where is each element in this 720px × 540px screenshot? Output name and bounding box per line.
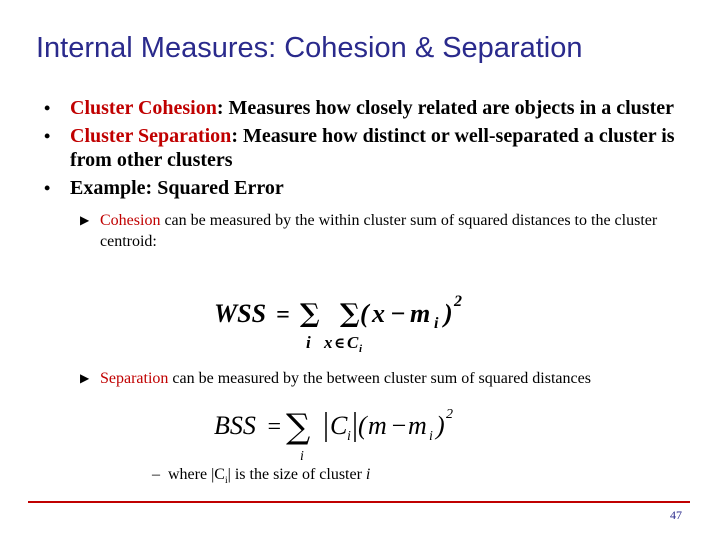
- bss-formula: [214, 406, 474, 473]
- separation-term: Cluster Separation: [70, 125, 232, 147]
- svg-text:∑: ∑: [340, 299, 360, 329]
- cohesion-term: Cluster Cohesion: [70, 97, 217, 119]
- bullet-separation: [44, 124, 684, 172]
- bss-equation-image: [214, 406, 474, 466]
- svg-text:WSS: WSS: [214, 299, 267, 328]
- svg-text:C: C: [347, 333, 359, 352]
- svg-text:BSS: BSS: [214, 411, 256, 440]
- svg-text:m: m: [410, 299, 431, 328]
- bullet-dot-icon: •: [44, 178, 51, 198]
- page-number: 47: [670, 508, 682, 522]
- wss-formula: [214, 290, 494, 363]
- svg-text:∈: ∈: [334, 334, 346, 352]
- note-subscript: i: [224, 475, 228, 487]
- bullet-dot-icon: •: [44, 126, 51, 146]
- slide-title: Internal Measures: Cohesion & Separation: [36, 32, 583, 64]
- svg-text:∑: ∑: [300, 299, 320, 329]
- svg-text:C: C: [330, 411, 348, 440]
- svg-text:(: (: [358, 411, 367, 440]
- svg-text:=: =: [276, 302, 290, 328]
- svg-text:i: i: [300, 449, 304, 464]
- svg-text:−: −: [390, 299, 406, 328]
- svg-text:=: =: [266, 414, 283, 440]
- sub-separation-text: can be measured by the between cluster sum of squared distances: [168, 370, 591, 387]
- triangle-bullet-icon: ▶: [80, 213, 90, 227]
- separation-definition: : Measure how distinct or well-separated a cluster is from other clusters: [70, 125, 675, 171]
- sub-bullet-separation: [80, 368, 680, 389]
- svg-text:x: x: [324, 333, 333, 352]
- svg-text:m: m: [408, 411, 427, 440]
- svg-text:2: 2: [454, 293, 462, 310]
- sub-cohesion-text: can be measured by the within cluster sum of squared distances to the cluster centroid:: [100, 212, 658, 250]
- svg-text:∑: ∑: [286, 407, 311, 447]
- svg-text:): ): [444, 299, 453, 328]
- dash-icon: –: [152, 466, 168, 483]
- bullet-cohesion: [44, 96, 684, 120]
- note-variable: i: [365, 466, 371, 483]
- cohesion-definition: : Measures how closely related are objects in a cluster: [216, 97, 675, 119]
- svg-text:i: i: [347, 429, 351, 444]
- note-middle: | is the size of cluster: [227, 466, 366, 483]
- svg-text:2: 2: [446, 407, 453, 422]
- svg-text:i: i: [306, 333, 311, 352]
- wss-equation-image: [214, 290, 494, 356]
- svg-text:i: i: [359, 343, 363, 355]
- svg-text:): ): [436, 411, 445, 440]
- sub-cohesion-term: Cohesion: [100, 212, 161, 229]
- bullet-example: [44, 176, 684, 200]
- svg-text:m: m: [368, 411, 387, 440]
- svg-text:i: i: [429, 429, 433, 444]
- sub-bullet-cohesion: [80, 210, 680, 252]
- footer-divider: [28, 501, 690, 503]
- bullet-dot-icon: •: [44, 98, 51, 118]
- bullet-list: [44, 96, 684, 252]
- cluster-size-note: [152, 466, 370, 486]
- svg-text:i: i: [434, 315, 439, 332]
- sub-separation-term: Separation: [100, 370, 169, 387]
- example-text: Example: Squared Error: [70, 177, 284, 199]
- svg-text:(: (: [360, 299, 369, 328]
- note-prefix: where |C: [168, 466, 225, 483]
- svg-text:−: −: [390, 411, 408, 440]
- triangle-bullet-icon: ▶: [80, 371, 90, 385]
- svg-text:x: x: [372, 299, 385, 328]
